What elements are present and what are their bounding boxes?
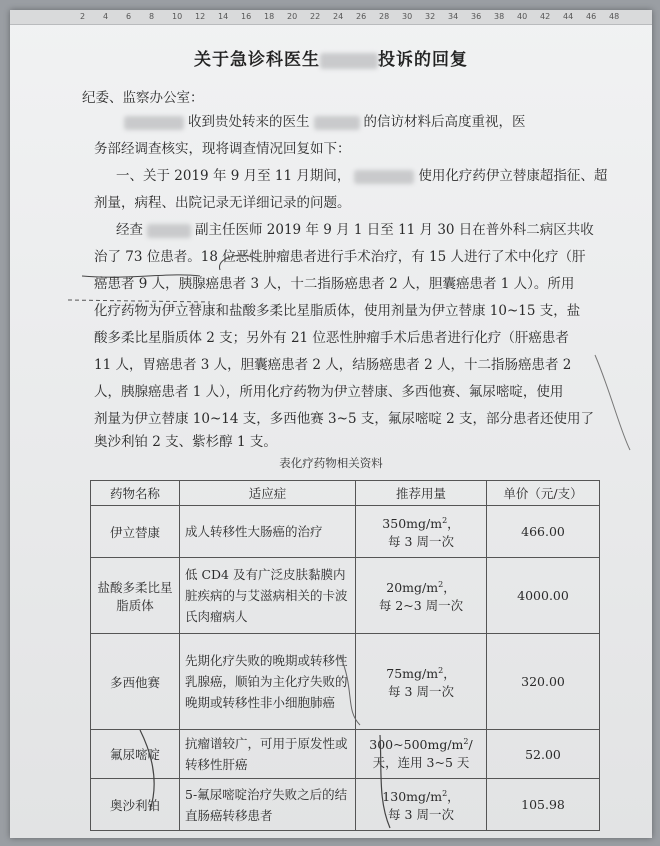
body-line bbox=[94, 191, 351, 211]
dose-cell bbox=[356, 506, 487, 558]
dose-line-2: 天，连用 3~5 天 bbox=[372, 754, 470, 770]
dose-line-1-tail: / bbox=[468, 737, 473, 753]
drug-name-cell: 多西他赛 bbox=[91, 634, 180, 730]
dose-line-2: 每 2~3 周一次 bbox=[378, 597, 464, 613]
ruler-tick: 18 bbox=[264, 12, 275, 21]
table-row bbox=[91, 730, 600, 779]
table-row bbox=[91, 634, 600, 730]
body-line bbox=[94, 272, 574, 292]
redacted-text bbox=[124, 116, 184, 130]
dose-line-1-tail: ， bbox=[443, 665, 456, 681]
body-line bbox=[94, 137, 351, 157]
title-suffix: 投诉的回复 bbox=[378, 50, 468, 70]
ruler-tick: 8 bbox=[149, 12, 155, 21]
dose-line-1: 300~500mg/m bbox=[369, 737, 464, 753]
dose-line-1: 130mg/m bbox=[382, 788, 443, 804]
dose-superscript: 2 bbox=[438, 665, 444, 675]
dose-line-1: 20mg/m bbox=[386, 579, 439, 595]
body-text-segment: 剂量，病程、出院记录无详细记录的问题。 bbox=[94, 195, 351, 211]
drug-name-cell: 氟尿嘧啶 bbox=[91, 730, 180, 779]
dose-superscript: 2 bbox=[442, 788, 448, 798]
body-line bbox=[94, 380, 563, 400]
body-line bbox=[116, 164, 607, 184]
drug-name-cell: 伊立替康 bbox=[91, 506, 180, 558]
ruler-tick: 28 bbox=[379, 12, 390, 21]
redacted-text bbox=[147, 224, 191, 238]
body-line bbox=[94, 245, 586, 265]
dose-cell bbox=[356, 730, 487, 779]
indication-cell: 成人转移性大肠癌的治疗 bbox=[180, 506, 356, 558]
price-cell: 4000.00 bbox=[487, 558, 600, 634]
body-line bbox=[116, 218, 594, 238]
ruler-tick: 10 bbox=[172, 12, 183, 21]
dose-line-2: 每 3 周一次 bbox=[388, 533, 454, 549]
ruler-tick: 38 bbox=[494, 12, 505, 21]
header-indication: 适应症 bbox=[180, 481, 356, 506]
dose-cell bbox=[356, 779, 487, 831]
ruler-tick: 4 bbox=[103, 12, 109, 21]
dose-line-2: 每 3 周一次 bbox=[388, 806, 454, 822]
drug-table bbox=[90, 480, 600, 831]
dose-cell bbox=[356, 634, 487, 730]
body-line bbox=[94, 407, 594, 427]
table-caption: 表化疗药物相关资料 bbox=[279, 456, 383, 470]
price-cell: 52.00 bbox=[487, 730, 600, 779]
header-drug-name: 药物名称 bbox=[91, 481, 180, 506]
redacted-name bbox=[320, 53, 378, 69]
dose-line-1: 75mg/m bbox=[386, 665, 439, 681]
horizontal-ruler[interactable] bbox=[10, 10, 652, 25]
ruler-tick: 42 bbox=[540, 12, 551, 21]
price-cell: 466.00 bbox=[487, 506, 600, 558]
indication-cell: 抗瘤谱较广，可用于原发性或转移性肝癌 bbox=[180, 730, 356, 779]
body-text-segment: 化疗药物为伊立替康和盐酸多柔比星脂质体，使用剂量为伊立替康 10~15 支，盐 bbox=[94, 303, 581, 319]
document-title bbox=[10, 45, 652, 70]
body-text-segment: 副主任医师 2019 年 9 月 1 日至 11 月 30 日在普外科二病区共收 bbox=[195, 222, 594, 238]
dose-line-1-tail: ， bbox=[443, 579, 456, 595]
ruler-tick: 40 bbox=[517, 12, 528, 21]
document-page bbox=[10, 10, 652, 838]
body-text-segment: 使用化疗药伊立替康超指征、超 bbox=[418, 168, 608, 184]
body-text-segment: 剂量为伊立替康 10~14 支，多西他赛 3~5 支，氟尿嘧啶 2 支，部分患者还使用了 bbox=[94, 411, 594, 427]
body-text-segment: 务部经调查核实，现将调查情况回复如下： bbox=[94, 141, 351, 157]
ruler-tick: 34 bbox=[448, 12, 459, 21]
salutation: 纪委、监察办公室： bbox=[82, 90, 204, 106]
body-line bbox=[94, 326, 569, 346]
body-text-segment: 一、关于 2019 年 9 月至 11 月期间， bbox=[116, 168, 351, 184]
table-row bbox=[91, 506, 600, 558]
body-line bbox=[94, 353, 571, 373]
body-text-segment: 癌患者 9 人，胰腺癌患者 3 人，十二指肠癌患者 2 人，胆囊癌患者 1 人）。所用 bbox=[94, 276, 575, 292]
redacted-text bbox=[314, 116, 360, 130]
body-line bbox=[94, 430, 277, 450]
indication-cell: 低 CD4 及有广泛皮肤黏膜内脏疾病的与艾滋病相关的卡波氏肉瘤病人 bbox=[180, 558, 356, 634]
dose-superscript: 2 bbox=[438, 579, 444, 589]
header-price: 单价（元/支） bbox=[487, 481, 600, 506]
ruler-tick: 20 bbox=[287, 12, 298, 21]
ruler-tick: 46 bbox=[586, 12, 597, 21]
dose-superscript: 2 bbox=[442, 515, 448, 525]
body-text-segment: 收到贵处转来的医生 bbox=[188, 114, 310, 130]
header-dose: 推荐用量 bbox=[356, 481, 487, 506]
ruler-tick: 26 bbox=[356, 12, 367, 21]
ruler-tick: 2 bbox=[80, 12, 86, 21]
ruler-tick: 22 bbox=[310, 12, 321, 21]
dose-line-1-tail: ， bbox=[447, 788, 460, 804]
ruler-tick: 14 bbox=[218, 12, 229, 21]
price-cell: 320.00 bbox=[487, 634, 600, 730]
body-text-segment: 治了 73 位患者。18 位恶性肿瘤患者进行手术治疗，有 15 人进行了术中化疗（肝 bbox=[94, 249, 586, 265]
body-text-segment: 人，胰腺癌患者 1 人），所用化疗药物为伊立替康、多西他赛、氟尿嘧啶，使用 bbox=[94, 384, 564, 400]
redacted-text bbox=[354, 170, 414, 184]
body-text-segment: 11 人，胃癌患者 3 人，胆囊癌患者 2 人，结肠癌患者 2 人，十二指肠癌患者 2 bbox=[94, 357, 572, 373]
indication-cell: 5-氟尿嘧啶治疗失败之后的结直肠癌转移患者 bbox=[180, 779, 356, 831]
dose-superscript: 2 bbox=[463, 737, 469, 747]
dose-cell bbox=[356, 558, 487, 634]
table-header-row bbox=[91, 481, 600, 506]
ruler-tick: 48 bbox=[609, 12, 620, 21]
body-text-segment: 奥沙利铂 2 支、紫杉醇 1 支。 bbox=[94, 434, 277, 450]
table-row bbox=[91, 779, 600, 831]
ruler-tick: 24 bbox=[333, 12, 344, 21]
dose-line-1: 350mg/m bbox=[382, 515, 443, 531]
body-text-segment: 的信访材料后高度重视，医 bbox=[363, 114, 526, 130]
drug-name-cell: 奥沙利铂 bbox=[91, 779, 180, 831]
ruler-tick: 16 bbox=[241, 12, 252, 21]
drug-name-cell: 盐酸多柔比星脂质体 bbox=[91, 558, 180, 634]
body-line bbox=[120, 110, 526, 130]
ruler-tick: 6 bbox=[126, 12, 132, 21]
table-row bbox=[91, 558, 600, 634]
title-prefix: 关于急诊科医生 bbox=[194, 50, 320, 70]
ruler-tick: 12 bbox=[195, 12, 206, 21]
dose-line-2: 每 3 周一次 bbox=[388, 683, 454, 699]
dose-line-1-tail: ， bbox=[447, 515, 460, 531]
ruler-tick: 30 bbox=[402, 12, 413, 21]
body-text-segment: 经查 bbox=[116, 222, 143, 238]
indication-cell: 先期化疗失败的晚期或转移性乳腺癌，顺铂为主化疗失败的晚期或转移性非小细胞肺癌 bbox=[180, 634, 356, 730]
ruler-tick: 44 bbox=[563, 12, 574, 21]
price-cell: 105.98 bbox=[487, 779, 600, 831]
body-text-segment: 酸多柔比星脂质体 2 支；另外有 21 位恶性肿瘤手术后患者进行化疗（肝癌患者 bbox=[94, 330, 569, 346]
body-line bbox=[94, 299, 580, 319]
ruler-tick: 32 bbox=[425, 12, 436, 21]
ruler-tick: 36 bbox=[471, 12, 482, 21]
